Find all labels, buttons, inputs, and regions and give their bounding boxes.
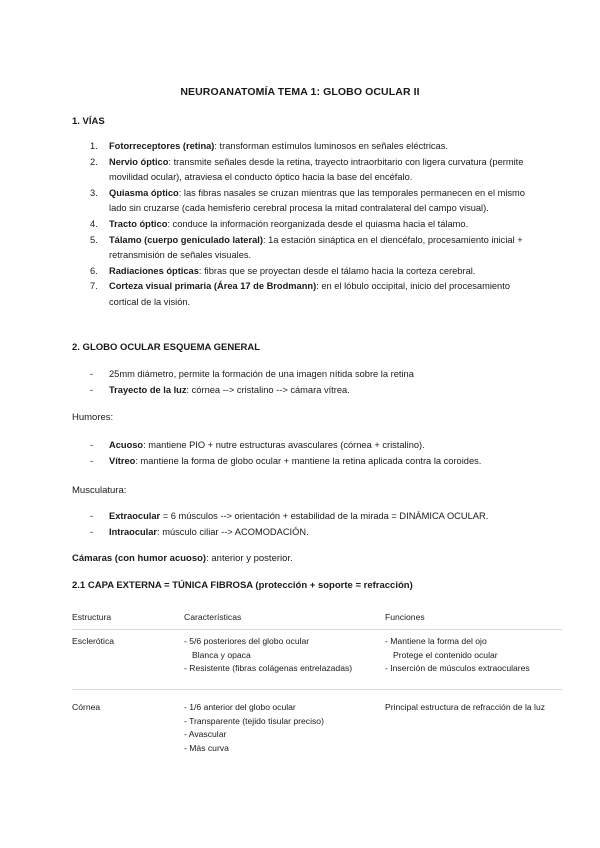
list-item: 7. Corteza visual primaria (Área 17 de Brodmann): en el lóbulo occipital, inicio del procesamiento cortical de la visión. xyxy=(90,281,510,307)
camaras-line: Cámaras (con humor acuoso): anterior y posterior. xyxy=(72,553,293,564)
list-item: 2. Nervio óptico: transmite señales desde la retina, trayecto intraorbitario con ligera curvatura (permite movilidad ocular), atraviesa el conducto óptico hacia la base del encéfalo. xyxy=(90,156,524,183)
cell-estructura: Esclerótica xyxy=(72,636,115,646)
musculatura-heading: Musculatura: xyxy=(72,485,127,496)
document-title: NEUROANATOMÍA TEMA 1: GLOBO OCULAR II xyxy=(180,86,420,98)
section-heading-globo-ocular: 2. GLOBO OCULAR ESQUEMA GENERAL xyxy=(72,342,261,353)
cell-caracteristicas: - 5/6 posteriores del globo ocular Blanca y opaca - Resistente (fibras colágenas entrelazadas) xyxy=(184,636,353,673)
globo-ocular-list xyxy=(72,367,542,398)
list-item: - Extraocular = 6 músculos --> orientación + estabilidad de la mirada = DINÁMICA OCULAR. xyxy=(90,511,489,521)
section-heading-vias: 1. VÍAS xyxy=(72,116,105,127)
list-item: 5. Tálamo (cuerpo geniculado lateral): 1a estación sináptica en el diencéfalo, procesamiento inicial + retransmisión de señales visuales. xyxy=(90,234,523,261)
cell-funciones: - Mantiene la forma del ojo Protege el contenido ocular - Inserción de músculos extraoculares xyxy=(385,636,530,673)
list-item: - Vítreo: mantiene la forma de globo ocular + mantiene la retina aplicada contra la coroides. xyxy=(90,455,482,466)
vias-list xyxy=(72,139,532,311)
list-item: - 25mm diámetro, permite la formación de una imagen nítida sobre la retina xyxy=(90,369,414,379)
list-item: 6. Radiaciones ópticas: fibras que se proyectan desde el tálamo hacia la corteza cerebral. xyxy=(90,265,476,276)
column-header-estructura: Estructura xyxy=(72,612,112,622)
tunica-fibrosa-table xyxy=(72,607,562,766)
list-item: 3. Quiasma óptico: las fibras nasales se cruzan mientras que las temporales permanecen en el mismo lado sin cruzarse (cada hemisferio cerebral procesa la mitad contralateral del campo visual). xyxy=(90,187,525,214)
table-row xyxy=(72,630,562,690)
table-row xyxy=(72,696,562,766)
cell-caracteristicas: - 1/6 anterior del globo ocular - Transparente (tejido tisular preciso) - Avascular - Más curva xyxy=(184,702,324,753)
section-heading-capa-externa: 2.1 CAPA EXTERNA = TÚNICA FIBROSA (protección + soporte = refracción) xyxy=(72,580,413,591)
list-item: - Intraocular: músculo ciliar --> ACOMODACIÓN. xyxy=(90,526,309,537)
list-item: 1. Fotorreceptores (retina): transforman estímulos luminosos en señales eléctricas. xyxy=(90,141,448,151)
list-item: - Acuoso: mantiene PIO + nutre estructuras avasculares (córnea + cristalino). xyxy=(90,440,425,450)
column-header-funciones: Funciones xyxy=(385,612,425,622)
cell-estructura: Córnea xyxy=(72,702,101,712)
cell-funciones: Principal estructura de refracción de la luz xyxy=(385,702,546,712)
row-divider xyxy=(72,689,562,690)
musculatura-list xyxy=(72,509,542,540)
column-header-caracteristicas: Características xyxy=(184,612,242,622)
humores-heading: Humores: xyxy=(72,412,114,423)
list-item: - Trayecto de la luz: córnea --> cristalino --> cámara vítrea. xyxy=(90,384,350,395)
table-header xyxy=(72,607,562,630)
list-item: 4. Tracto óptico: conduce la información reorganizada desde el quiasma hacia el tálamo. xyxy=(90,218,469,229)
humores-list xyxy=(72,438,542,469)
